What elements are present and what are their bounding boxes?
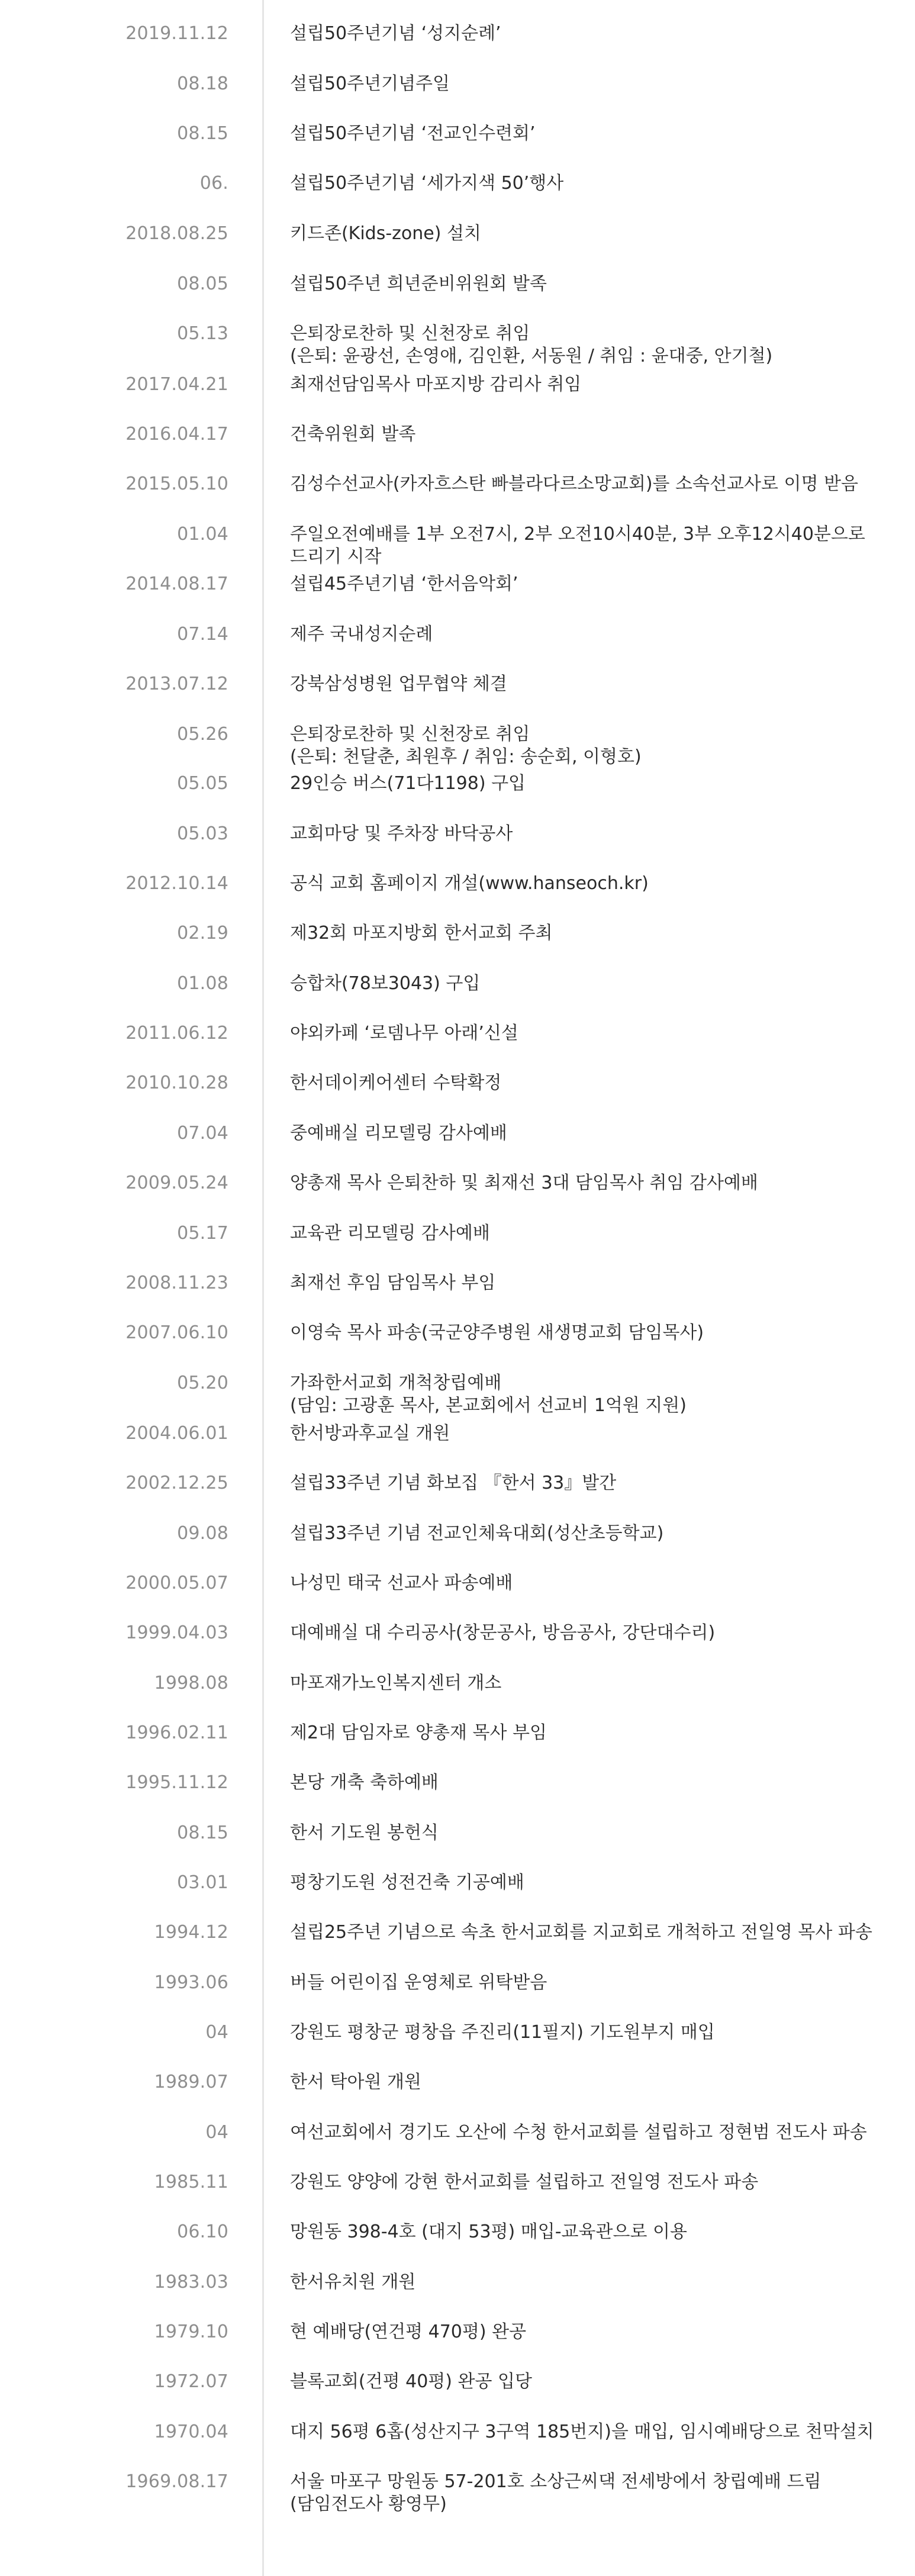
entry-description-line: 설립50주년 희년준비위원회 발족: [290, 273, 547, 294]
entry-description: [290, 1672, 894, 1695]
entry-description-line: (담임전도사 황영무): [290, 2494, 447, 2514]
entry-description: [290, 723, 894, 768]
entry-description-line: 이영숙 목사 파송(국군양주병원 새생명교회 담임목사): [290, 1322, 704, 1343]
entry-date: 01.08: [177, 973, 228, 994]
entry-date: 2011.06.12: [125, 1023, 228, 1044]
entry-date: 1972.07: [154, 2371, 228, 2392]
entry-description: [290, 123, 894, 145]
entry-description: [290, 473, 894, 495]
entry-description-line: 한서 기도원 봉헌식: [290, 1822, 439, 1843]
entry-date: 2009.05.24: [125, 1173, 228, 1193]
entry-date: 1970.04: [154, 2422, 228, 2442]
entry-description-line: 나성민 태국 선교사 파송예배: [290, 1573, 513, 1593]
entry-description-line: 망원동 398-4호 (대지 53평) 매입-교육관으로 이용: [290, 2221, 687, 2242]
entry-description-line: 강원도 평창군 평창읍 주진리(11필지) 기도원부지 매입: [290, 2022, 715, 2043]
entry-description: [290, 1921, 894, 1944]
entry-description: [290, 973, 894, 995]
entry-description-line: 제32회 마포지방회 한서교회 주최: [290, 923, 553, 944]
entry-description-line: 버들 어린이집 운영체로 위탁받음: [290, 1972, 547, 1993]
entry-date: 1993.06: [154, 1972, 228, 1993]
entry-description: [290, 1722, 894, 1744]
entry-date: 1998.08: [154, 1673, 228, 1693]
entry-description-line: 설립25주년 기념으로 속초 한서교회를 지교회로 개척하고 전일영 목사 파송: [290, 1922, 872, 1943]
entry-date: 1996.02.11: [125, 1722, 228, 1743]
entry-description: [290, 22, 894, 45]
entry-date: 2002.12.25: [125, 1473, 228, 1493]
entry-date: 2018.08.25: [125, 223, 228, 244]
entry-date: 05.03: [177, 823, 228, 844]
entry-description: [290, 223, 894, 245]
entry-description-line: 건축위원회 발족: [290, 424, 416, 445]
entry-description-line: 공식 교회 홈페이지 개설(www.hanseoch.kr): [290, 873, 649, 894]
entry-description: [290, 1372, 894, 1417]
entry-description: [290, 2121, 894, 2144]
entry-date: 05.26: [177, 724, 228, 745]
entry-description: [290, 872, 894, 895]
entry-description: [290, 1172, 894, 1194]
entry-description-line: 설립50주년기념 ‘성지순례’: [290, 23, 501, 44]
entry-date: 1999.04.03: [125, 1622, 228, 1643]
entry-description-line: 한서데이케어센터 수탁확정: [290, 1073, 502, 1093]
entry-description-line: 설립33주년 기념 전교인체육대회(성산초등학교): [290, 1523, 664, 1544]
entry-description: [290, 1272, 894, 1295]
entry-date: 2014.08.17: [125, 574, 228, 594]
entry-date: 1983.03: [154, 2272, 228, 2292]
entry-date: 2017.04.21: [125, 374, 228, 395]
entry-description-line: 교회마당 및 주차장 바닥공사: [290, 823, 513, 844]
entry-description-line: 김성수선교사(카자흐스탄 빠블라다르소망교회)를 소속선교사로 이명 받음: [290, 474, 858, 494]
entry-description-line: 승합차(78보3043) 구입: [290, 973, 481, 994]
entry-description: [290, 1872, 894, 1894]
entry-description-line: 한서방과후교실 개원: [290, 1423, 450, 1444]
entry-description-line: 강원도 양양에 강현 한서교회를 설립하고 전일영 전도사 파송: [290, 2172, 759, 2192]
entry-date: 07.04: [177, 1123, 228, 1144]
entry-description-line: 설립45주년기념 ‘한서음악회’: [290, 574, 518, 594]
entry-date: 01.04: [177, 524, 228, 545]
entry-date: 1989.07: [154, 2072, 228, 2092]
entry-description: [290, 1822, 894, 1844]
entry-description: [290, 1772, 894, 1794]
entry-description-line: 가좌한서교회 개척창립예배: [290, 1373, 502, 1393]
entry-date: 1979.10: [154, 2321, 228, 2342]
entry-description-line: 강북삼성병원 업무협약 체결: [290, 674, 507, 694]
entry-date: 1969.08.17: [125, 2471, 228, 2492]
entry-description: [290, 1022, 894, 1045]
entry-description: [290, 1572, 894, 1595]
entry-description: [290, 1422, 894, 1445]
entry-description: [290, 673, 894, 695]
entry-description-line: 서울 마포구 망원동 57-201호 소상근씨댁 전세방에서 창립예배 드림: [290, 2471, 821, 2492]
entry-description-line: (은퇴: 윤광선, 손영애, 김인환, 서동원 / 취임 : 윤대중, 안기철): [290, 346, 773, 366]
entry-date: 2000.05.07: [125, 1573, 228, 1593]
entry-description: [290, 2271, 894, 2294]
entry-description-line: 주일오전예배를 1부 오전7시, 2부 오전10시40분, 3부 오후12시40분으로: [290, 524, 865, 545]
entry-date: 08.18: [177, 73, 228, 94]
entry-description-line: 평창기도원 성전건축 기공예배: [290, 1872, 524, 1893]
entry-description: [290, 1222, 894, 1245]
entry-description-line: 여선교회에서 경기도 오산에 수청 한서교회를 설립하고 정현범 전도사 파송: [290, 2122, 867, 2143]
entry-description: [290, 823, 894, 845]
entry-description-line: 드리기 시작: [290, 546, 382, 567]
entry-date: 02.19: [177, 923, 228, 944]
entry-description-line: 설립50주년기념 ‘전교인수련회’: [290, 123, 536, 144]
entry-date: 07.14: [177, 624, 228, 645]
entry-date: 05.20: [177, 1373, 228, 1393]
entry-description-line: 설립50주년기념 ‘세가지색 50’행사: [290, 173, 564, 194]
entry-date: 08.15: [177, 1822, 228, 1843]
entry-description-line: 야외카페 ‘로뎀나무 아래’신설: [290, 1023, 518, 1044]
entry-date: 1985.11: [154, 2172, 228, 2192]
entry-description: [290, 2321, 894, 2343]
entry-description: [290, 273, 894, 295]
entry-date: 2016.04.17: [125, 424, 228, 445]
entry-date: 2010.10.28: [125, 1073, 228, 1093]
entry-date: 2007.06.10: [125, 1322, 228, 1343]
entry-date: 04: [205, 2022, 228, 2043]
entry-description: [290, 2071, 894, 2094]
entry-description-line: 최재선담임목사 마포지방 감리사 취임: [290, 374, 582, 395]
entry-date: 05.13: [177, 323, 228, 344]
entry-date: 06.10: [177, 2221, 228, 2242]
entry-date: 2015.05.10: [125, 474, 228, 494]
entry-description-line: 중예배실 리모델링 감사예배: [290, 1123, 507, 1144]
entry-description: [290, 2371, 894, 2393]
entry-description: [290, 523, 894, 568]
entry-description: [290, 2221, 894, 2243]
entry-description-line: 설립50주년기념주일: [290, 73, 450, 94]
entry-date: 03.01: [177, 1872, 228, 1893]
entry-description-line: 29인승 버스(71다1198) 구입: [290, 773, 526, 794]
entry-description: [290, 623, 894, 646]
entry-description-line: 교육관 리모델링 감사예배: [290, 1223, 490, 1244]
entry-description: [290, 172, 894, 195]
entry-description-line: 한서유치원 개원: [290, 2272, 416, 2292]
entry-description-line: 블록교회(건평 40평) 완공 입당: [290, 2371, 532, 2392]
entry-description: [290, 323, 894, 368]
entry-description-line: 한서 탁아원 개원: [290, 2072, 421, 2092]
entry-description-line: 은퇴장로찬하 및 신천장로 취임: [290, 323, 530, 344]
entry-description-line: 제2대 담임자로 양총재 목사 부임: [290, 1722, 547, 1743]
entry-description-line: 설립33주년 기념 화보집 『한서 33』발간: [290, 1473, 617, 1493]
entry-description-line: 마포재가노인복지센터 개소: [290, 1673, 502, 1693]
entry-description: [290, 1122, 894, 1145]
entry-description: [290, 2021, 894, 2044]
entry-description: [290, 373, 894, 396]
entry-description-line: 최재선 후임 담임목사 부임: [290, 1273, 496, 1293]
entry-date: 05.17: [177, 1223, 228, 1244]
entry-date: 09.08: [177, 1523, 228, 1544]
entry-date: 04: [205, 2122, 228, 2143]
entry-description: [290, 2421, 894, 2443]
entry-description: [290, 1622, 894, 1644]
entry-description-line: (담임: 고광훈 목사, 본교회에서 선교비 1억원 지원): [290, 1395, 687, 1416]
entry-description: [290, 2171, 894, 2194]
entry-date: 06.: [199, 173, 228, 194]
entry-description: [290, 423, 894, 446]
entry-description: [290, 1472, 894, 1495]
entry-date: 2012.10.14: [125, 873, 228, 894]
entry-description-line: 양총재 목사 은퇴찬하 및 최재선 3대 담임목사 취임 감사예배: [290, 1173, 758, 1193]
entry-description-line: 은퇴장로찬하 및 신천장로 취임: [290, 724, 530, 745]
entry-description: [290, 1072, 894, 1094]
entry-description: [290, 1322, 894, 1344]
entry-description: [290, 922, 894, 945]
entry-description-line: 대지 56평 6홉(성산지구 3구역 185번지)을 매입, 임시예배당으로 천막설치: [290, 2422, 874, 2442]
entry-description: [290, 1972, 894, 1994]
entry-description-line: (은퇴: 천달춘, 최원후 / 취임: 송순회, 이형호): [290, 746, 642, 767]
entry-date: 1995.11.12: [125, 1772, 228, 1793]
timeline-line: [262, 0, 264, 2576]
entry-description-line: 현 예배당(연건평 470평) 완공: [290, 2321, 527, 2342]
entry-description-line: 키드존(Kids-zone) 설치: [290, 223, 481, 244]
entry-description-line: 본당 개축 축하예배: [290, 1772, 439, 1793]
entry-description-line: 제주 국내성지순례: [290, 624, 433, 645]
entry-date: 08.15: [177, 123, 228, 144]
entry-description: [290, 1522, 894, 1545]
entry-date: 2008.11.23: [125, 1273, 228, 1293]
entry-description: [290, 73, 894, 95]
entry-description: [290, 2471, 894, 2516]
entry-description: [290, 573, 894, 595]
entry-date: 2019.11.12: [125, 23, 228, 44]
entry-date: 1994.12: [154, 1922, 228, 1943]
entry-date: 05.05: [177, 773, 228, 794]
entry-description-line: 대예배실 대 수리공사(창문공사, 방음공사, 강단대수리): [290, 1622, 716, 1643]
entry-date: 2004.06.01: [125, 1423, 228, 1444]
entry-description: [290, 772, 894, 795]
entry-date: 08.05: [177, 273, 228, 294]
entry-date: 2013.07.12: [125, 674, 228, 694]
